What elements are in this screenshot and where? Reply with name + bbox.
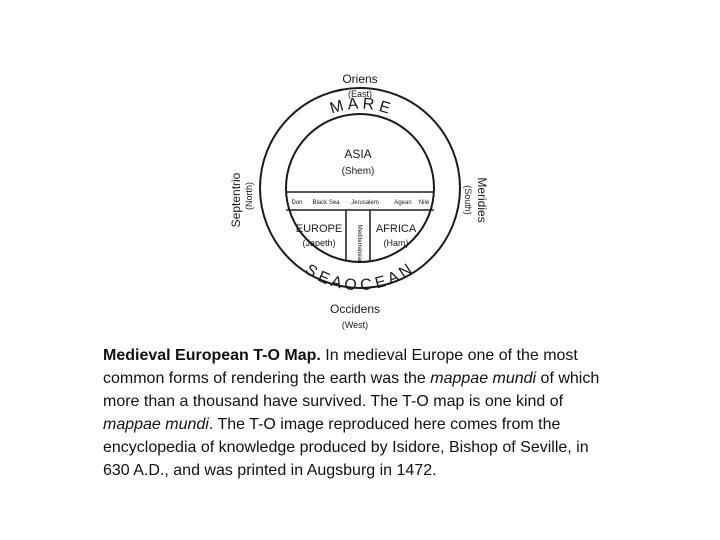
south-gloss: (South) [463,185,473,215]
jerusalem: Jerusalem [351,200,379,206]
north-gloss: (North) [244,181,254,211]
caption-title: Medieval European T-O Map. [103,347,321,364]
west-label: Occidens [329,302,381,316]
africa-gloss: (Ham) [383,238,409,248]
europe-gloss: (Japeth) [302,238,336,248]
east-label: Oriens [342,72,378,86]
south-label: Meridies [475,177,489,223]
caption-italic-2: mappae mundi [103,416,209,433]
mediterranean-label: Mediterranean [356,224,362,264]
west-gloss: (West) [341,320,369,330]
black-sea: Black Sea [312,200,340,206]
river-don: Don [291,200,303,206]
africa-label: AFRICA [375,223,417,235]
caption-text-2: of which more than a thousand have survived. The T-O map is one kind of [103,370,600,410]
caption-text-3: . The T-O image reproduced here comes from the encyclopedia of knowledge produced by Isidore, Bishop of Seville, in 630 A.D., and was printed in Augsburg in 1472. [103,416,589,479]
agean: Agean [394,200,412,206]
europe-label: EUROPE [295,223,343,235]
caption [103,344,613,482]
caption-text-1: In medieval Europe one of the most common forms of rendering the earth was the [103,347,578,387]
asia-label: ASIA [344,147,372,161]
caption-italic-1: mappae mundi [430,370,537,387]
ocean-top-label: M A R E [328,95,393,118]
north-label: Septentrio [229,172,243,228]
ocean-bottom-label: S E A O C E A N [301,261,416,295]
asia-gloss: (Shem) [341,166,375,177]
east-gloss: (East) [347,89,373,99]
river-nile: Nile [418,200,430,206]
